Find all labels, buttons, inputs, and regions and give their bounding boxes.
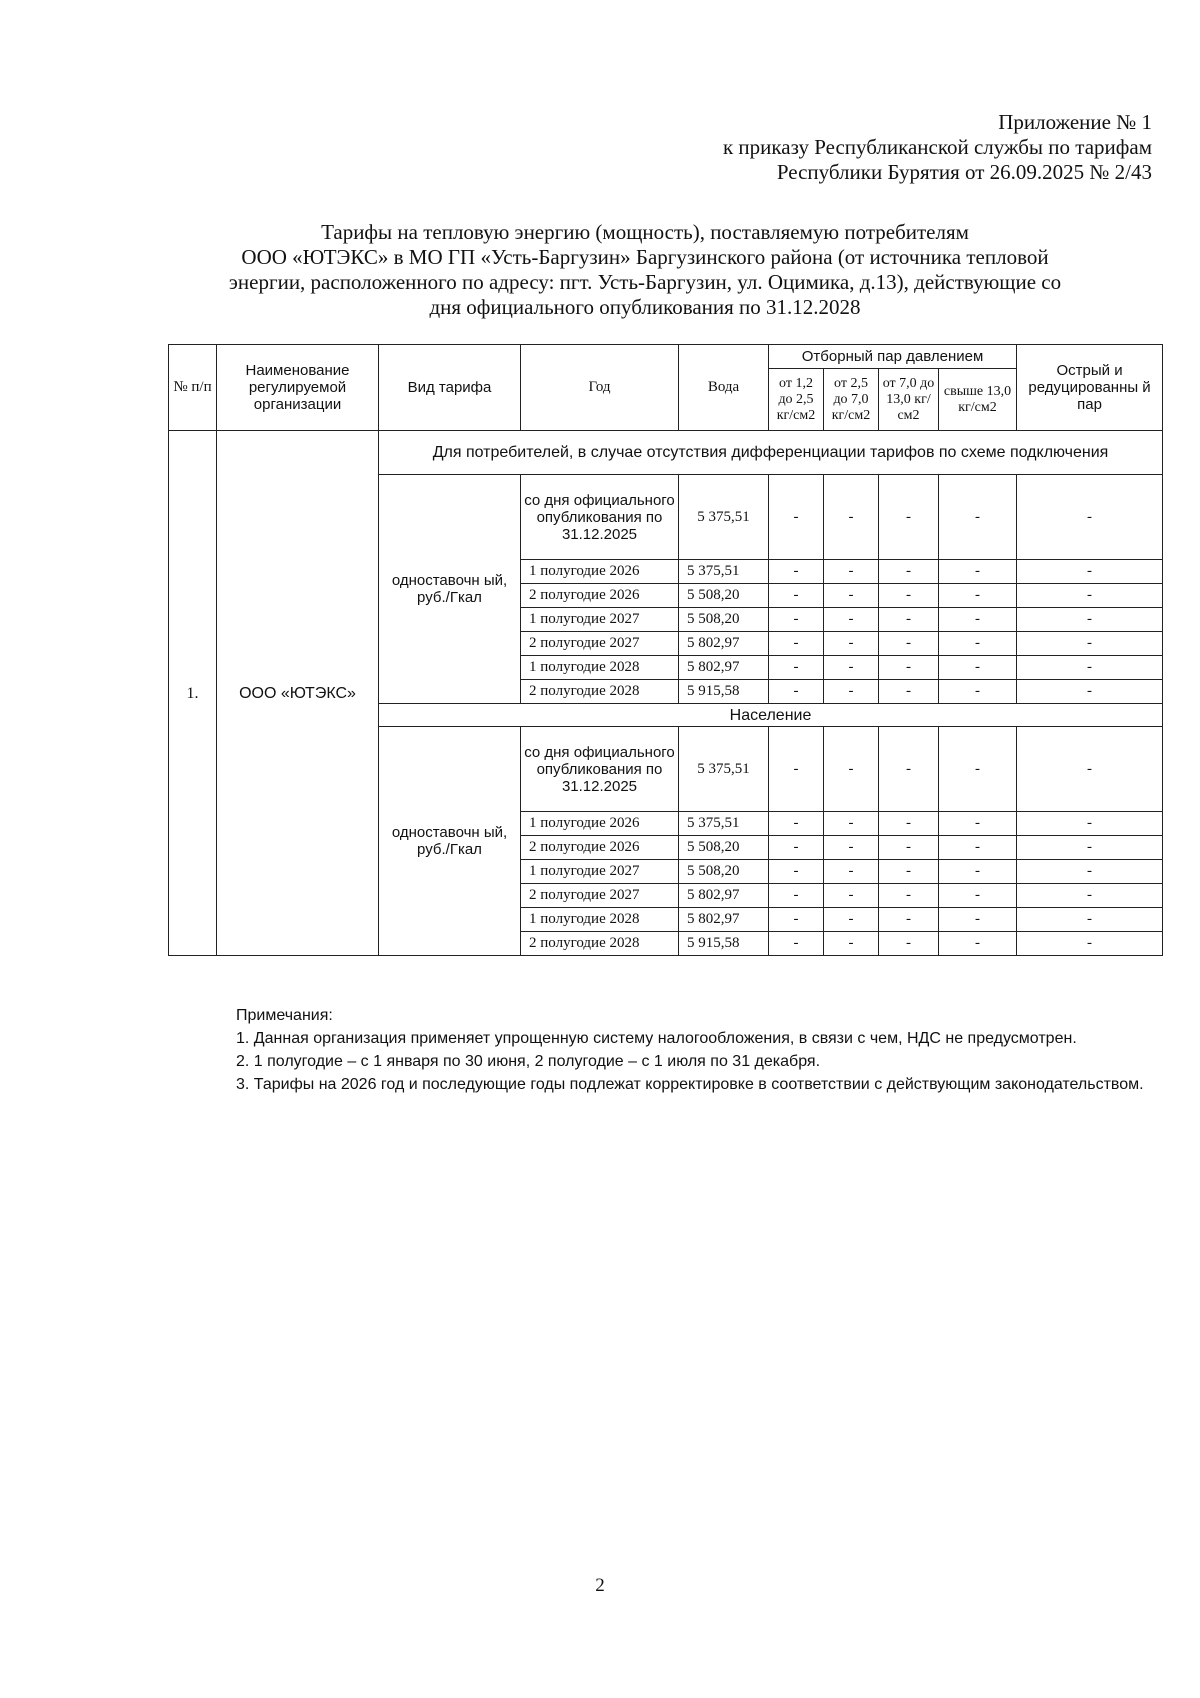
water-value: 5 375,51: [679, 560, 769, 584]
dash-cell: -: [1017, 860, 1163, 884]
dash-cell: -: [879, 727, 939, 812]
dash-cell: -: [1017, 475, 1163, 560]
note-item: 3. Тарифы на 2026 год и последующие годы подлежат корректировке в соответствии с действующим законодательством.: [236, 1076, 1144, 1093]
appendix-line: к приказу Республиканской службы по тарифам: [722, 135, 1152, 159]
document-title: [160, 220, 1130, 320]
dash-cell: -: [824, 475, 879, 560]
dash-cell: -: [939, 727, 1017, 812]
header-pressure-3: от 7,0 до 13,0 кг/см2: [879, 369, 939, 431]
dash-cell: -: [1017, 680, 1163, 704]
year-cell: со дня официального опубликования по 31.12.2025: [521, 727, 679, 812]
year-cell: 1 полугодие 2026: [521, 560, 679, 584]
water-value: 5 915,58: [679, 932, 769, 956]
header-pressure-2: от 2,5 до 7,0 кг/см2: [824, 369, 879, 431]
dash-cell: -: [824, 836, 879, 860]
water-value: 5 915,58: [679, 680, 769, 704]
year-cell: 2 полугодие 2028: [521, 680, 679, 704]
dash-cell: -: [1017, 908, 1163, 932]
dash-cell: -: [1017, 584, 1163, 608]
dash-cell: -: [879, 812, 939, 836]
dash-cell: -: [824, 860, 879, 884]
title-line: ООО «ЮТЭКС» в МО ГП «Усть-Баргузин» Баргузинского района (от источника тепловой: [241, 245, 1049, 269]
year-cell: 2 полугодие 2027: [521, 884, 679, 908]
dash-cell: -: [939, 932, 1017, 956]
appendix-block: [723, 110, 1152, 185]
dash-cell: -: [824, 656, 879, 680]
dash-cell: -: [824, 680, 879, 704]
year-cell: 2 полугодие 2026: [521, 836, 679, 860]
dash-cell: -: [769, 632, 824, 656]
dash-cell: -: [939, 860, 1017, 884]
dash-cell: -: [939, 680, 1017, 704]
header-pressure-1: от 1,2 до 2,5 кг/см2: [769, 369, 824, 431]
dash-cell: -: [939, 812, 1017, 836]
dash-cell: -: [879, 584, 939, 608]
year-cell: 1 полугодие 2028: [521, 908, 679, 932]
dash-cell: -: [1017, 884, 1163, 908]
dash-cell: -: [879, 632, 939, 656]
dash-cell: -: [939, 884, 1017, 908]
dash-cell: -: [879, 475, 939, 560]
water-value: 5 802,97: [679, 908, 769, 932]
title-line: энергии, расположенного по адресу: пгт. Усть-Баргузин, ул. Оцимика, д.13), действующие со: [228, 270, 1062, 294]
dash-cell: -: [939, 656, 1017, 680]
year-cell: 1 полугодие 2028: [521, 656, 679, 680]
dash-cell: -: [939, 836, 1017, 860]
dash-cell: -: [939, 632, 1017, 656]
dash-cell: -: [879, 932, 939, 956]
dash-cell: -: [769, 560, 824, 584]
section-title: Для потребителей, в случае отсутствия дифференциации тарифов по схеме подключения: [379, 431, 1163, 475]
water-value: 5 375,51: [679, 475, 769, 560]
dash-cell: -: [769, 608, 824, 632]
dash-cell: -: [824, 908, 879, 932]
appendix-line: Приложение № 1: [998, 110, 1152, 134]
dash-cell: -: [824, 584, 879, 608]
dash-cell: -: [824, 812, 879, 836]
dash-cell: -: [939, 560, 1017, 584]
dash-cell: -: [769, 812, 824, 836]
header-sharp-steam: Острый и редуцированны й пар: [1017, 345, 1163, 431]
section-title: Население: [379, 704, 1163, 727]
water-value: 5 508,20: [679, 836, 769, 860]
dash-cell: -: [769, 656, 824, 680]
dash-cell: -: [1017, 812, 1163, 836]
title-line: Тарифы на тепловую энергию (мощность), поставляемую потребителям: [321, 220, 969, 244]
dash-cell: -: [879, 608, 939, 632]
dash-cell: -: [879, 656, 939, 680]
table-body: [169, 431, 1163, 956]
header-tariff-type: Вид тарифа: [379, 345, 521, 431]
water-value: 5 375,51: [679, 727, 769, 812]
note-item: 2. 1 полугодие – с 1 января по 30 июня, 2 полугодие – с 1 июля по 31 декабря.: [236, 1053, 821, 1070]
dash-cell: -: [769, 836, 824, 860]
note-item: 1. Данная организация применяет упрощенную систему налогообложения, в связи с чем, НДС не предусмотрен.: [236, 1030, 1077, 1047]
header-org: Наименование регулируемой организации: [217, 345, 379, 431]
dash-cell: -: [1017, 836, 1163, 860]
tariff-type-cell: одноставочн ый, руб./Гкал: [379, 727, 521, 956]
dash-cell: -: [879, 884, 939, 908]
dash-cell: -: [824, 884, 879, 908]
header-steam-group: Отборный пар давлением: [769, 345, 1017, 369]
notes-block: [180, 1004, 1150, 1096]
year-cell: 2 полугодие 2028: [521, 932, 679, 956]
year-cell: 1 полугодие 2027: [521, 608, 679, 632]
dash-cell: -: [939, 608, 1017, 632]
notes-heading: Примечания:: [236, 1007, 333, 1024]
header-year: Год: [521, 345, 679, 431]
dash-cell: -: [824, 608, 879, 632]
dash-cell: -: [939, 584, 1017, 608]
header-water: Вода: [679, 345, 769, 431]
year-cell: 2 полугодие 2026: [521, 584, 679, 608]
dash-cell: -: [824, 632, 879, 656]
year-cell: 1 полугодие 2026: [521, 812, 679, 836]
year-cell: со дня официального опубликования по 31.12.2025: [521, 475, 679, 560]
dash-cell: -: [824, 560, 879, 584]
year-cell: 1 полугодие 2027: [521, 860, 679, 884]
dash-cell: -: [939, 475, 1017, 560]
dash-cell: -: [1017, 656, 1163, 680]
dash-cell: -: [769, 727, 824, 812]
water-value: 5 508,20: [679, 608, 769, 632]
water-value: 5 375,51: [679, 812, 769, 836]
year-cell: 2 полугодие 2027: [521, 632, 679, 656]
row-number: 1.: [169, 431, 217, 956]
tariff-type-cell: одноставочн ый, руб./Гкал: [379, 475, 521, 704]
dash-cell: -: [879, 680, 939, 704]
dash-cell: -: [879, 560, 939, 584]
title-line: дня официального опубликования по 31.12.2028: [429, 295, 861, 319]
dash-cell: -: [879, 836, 939, 860]
dash-cell: -: [769, 584, 824, 608]
water-value: 5 508,20: [679, 584, 769, 608]
tariff-table: [168, 344, 1163, 956]
dash-cell: -: [1017, 608, 1163, 632]
dash-cell: -: [824, 932, 879, 956]
water-value: 5 802,97: [679, 656, 769, 680]
dash-cell: -: [1017, 932, 1163, 956]
dash-cell: -: [769, 884, 824, 908]
organization-name: ООО «ЮТЭКС»: [217, 431, 379, 956]
header-num: № п/п: [169, 345, 217, 431]
dash-cell: -: [769, 908, 824, 932]
dash-cell: -: [1017, 632, 1163, 656]
dash-cell: -: [939, 908, 1017, 932]
dash-cell: -: [769, 475, 824, 560]
dash-cell: -: [1017, 727, 1163, 812]
water-value: 5 802,97: [679, 632, 769, 656]
dash-cell: -: [769, 932, 824, 956]
appendix-line: Республики Бурятия от 26.09.2025 № 2/43: [776, 160, 1152, 184]
dash-cell: -: [879, 860, 939, 884]
water-value: 5 508,20: [679, 860, 769, 884]
dash-cell: -: [879, 908, 939, 932]
header-pressure-4: свыше 13,0 кг/см2: [939, 369, 1017, 431]
page-number: 2: [595, 1575, 605, 1596]
water-value: 5 802,97: [679, 884, 769, 908]
dash-cell: -: [1017, 560, 1163, 584]
dash-cell: -: [769, 860, 824, 884]
dash-cell: -: [824, 727, 879, 812]
dash-cell: -: [769, 680, 824, 704]
